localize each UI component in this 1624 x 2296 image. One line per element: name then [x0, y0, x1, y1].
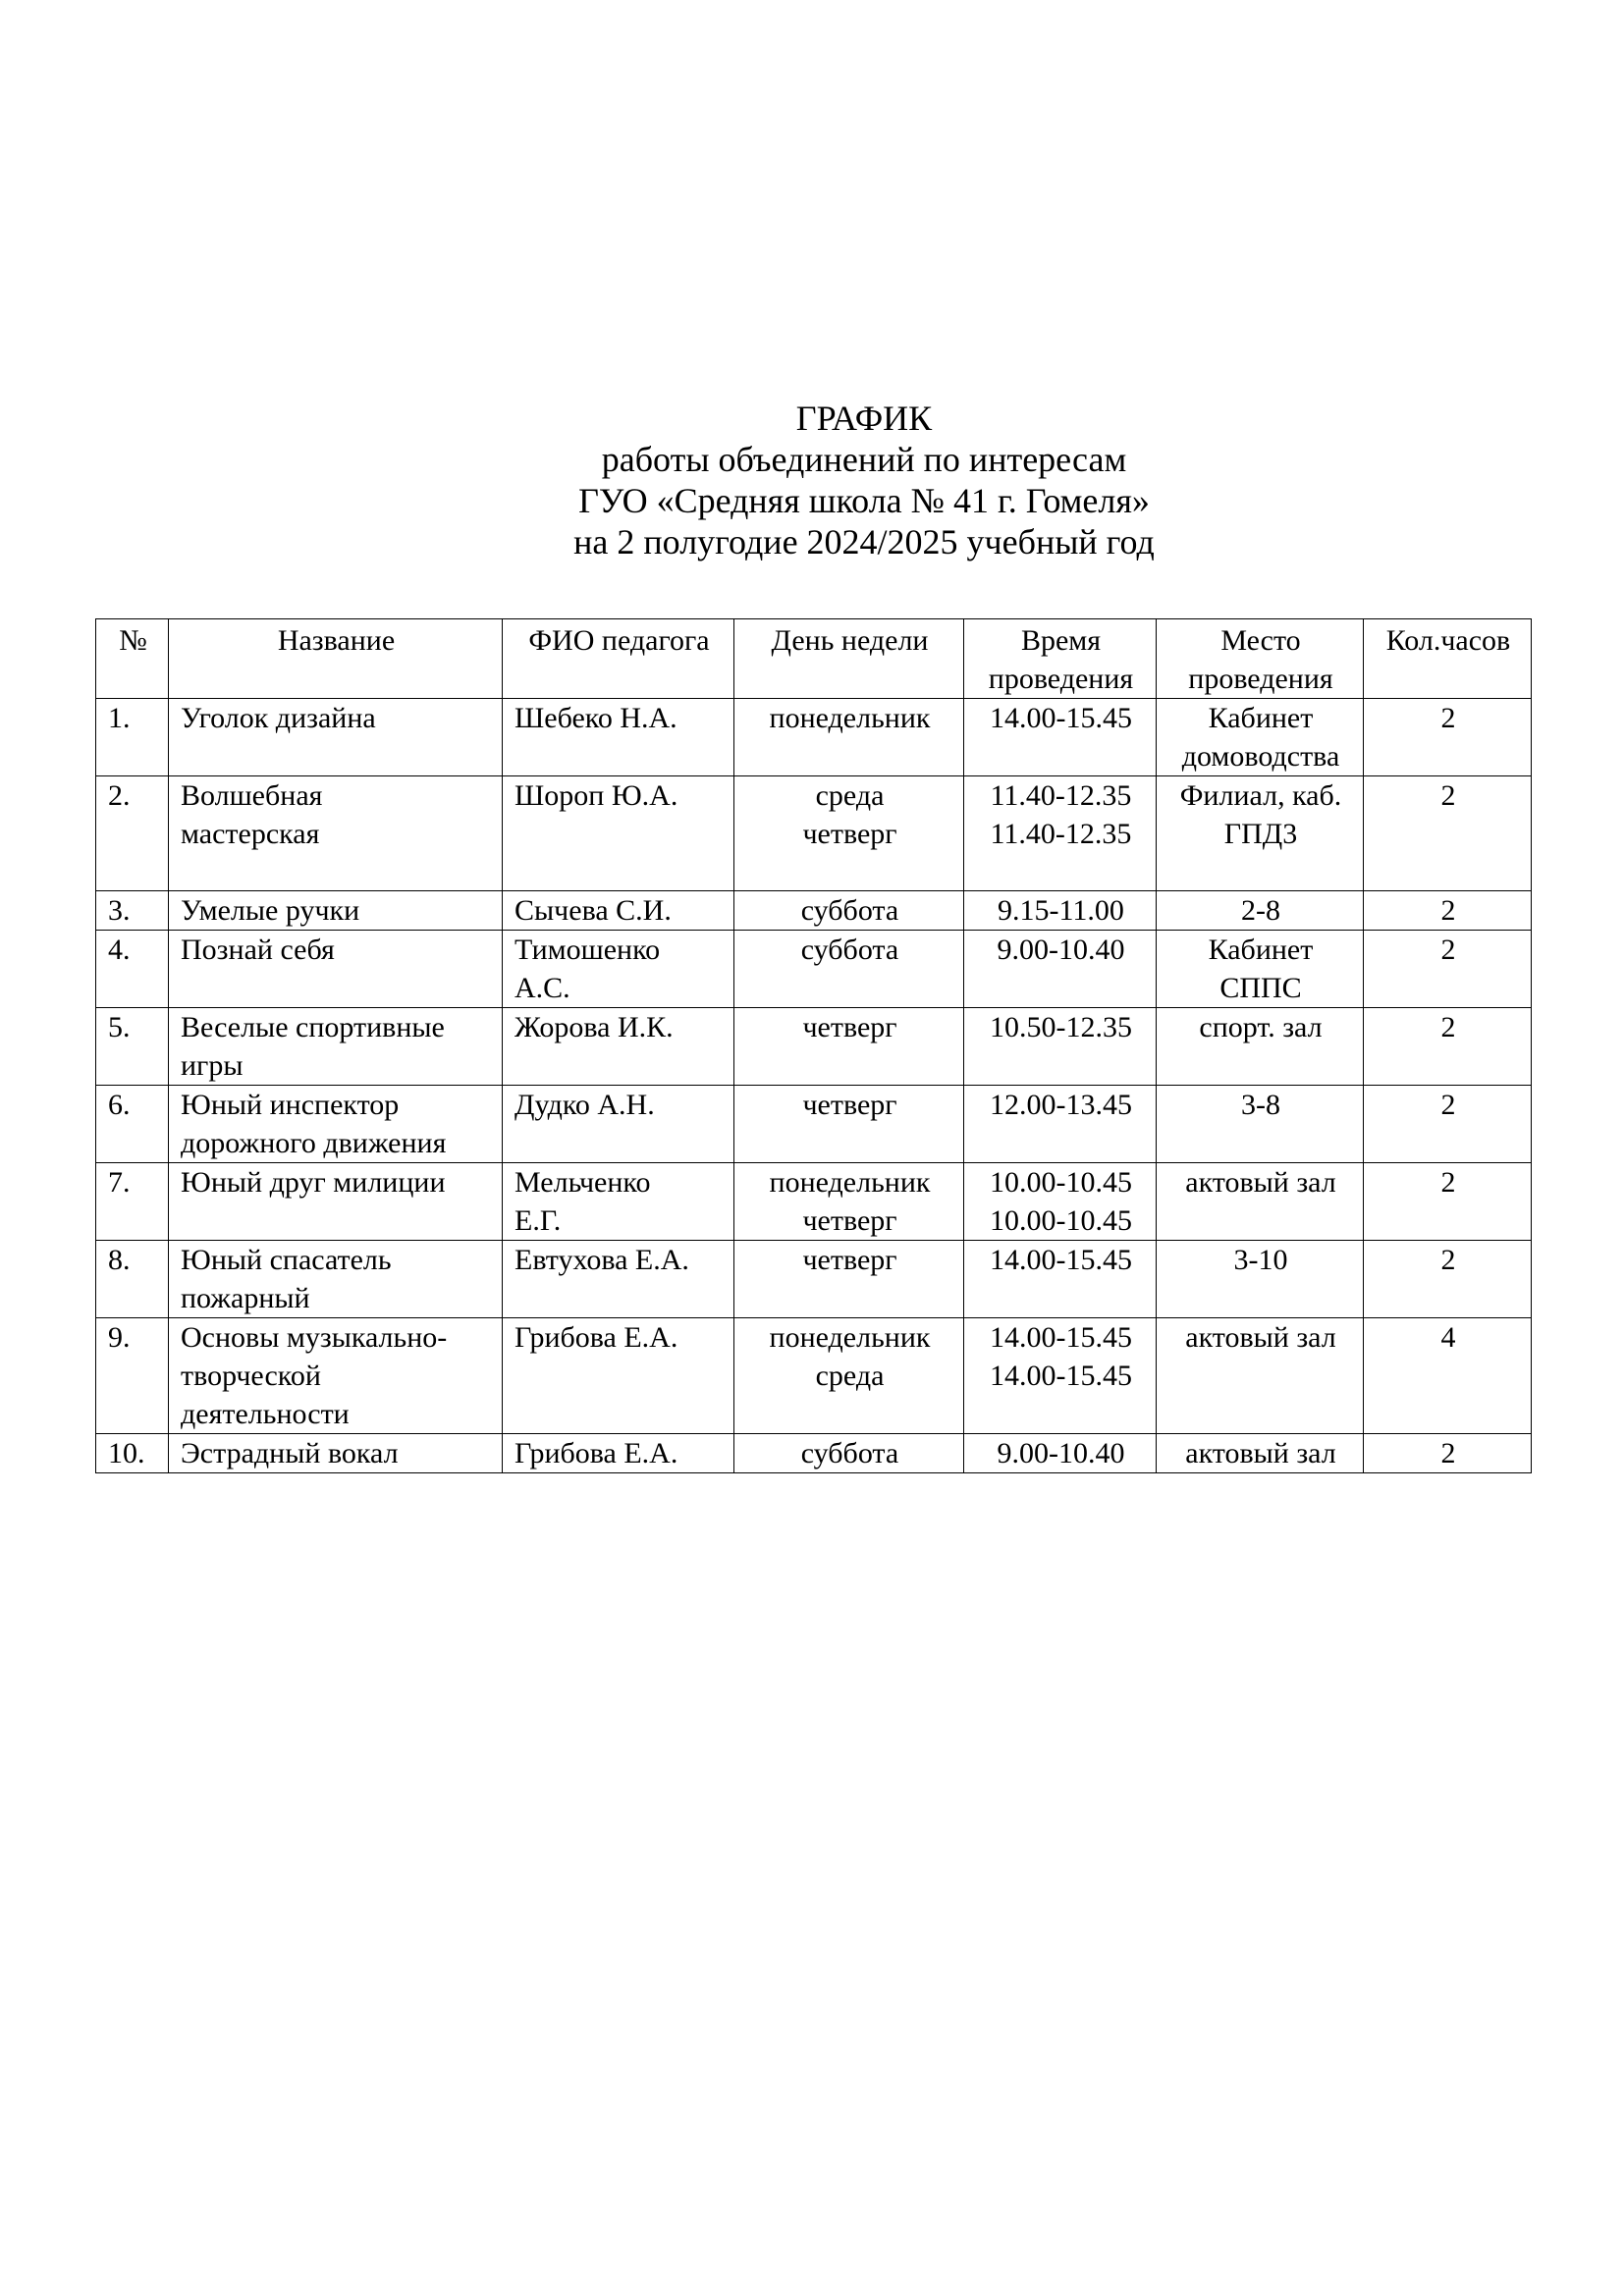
cell-num: 3.: [96, 891, 169, 931]
cell-num: 4.: [96, 931, 169, 1008]
cell-place: актовый зал: [1157, 1318, 1364, 1434]
cell-name: Умелые ручки: [169, 891, 503, 931]
cell-teacher: Мельченко Е.Г.: [503, 1163, 734, 1241]
cell-num: 7.: [96, 1163, 169, 1241]
cell-teacher: Шебеко Н.А.: [503, 699, 734, 776]
table-row: [96, 1434, 1532, 1473]
header-hours: Кол.часов: [1364, 619, 1532, 699]
cell-teacher: Евтухова Е.А.: [503, 1241, 734, 1318]
cell-day: четверг: [734, 1241, 964, 1318]
document-title: [0, 398, 1624, 562]
cell-time: 14.00-15.45: [964, 1241, 1157, 1318]
cell-name: Юный друг милиции: [169, 1163, 503, 1241]
cell-num: 9.: [96, 1318, 169, 1434]
table-row: [96, 699, 1532, 776]
cell-place: Кабинет домоводства: [1157, 699, 1364, 776]
cell-hours: 2: [1364, 931, 1532, 1008]
table-row: [96, 1241, 1532, 1318]
cell-num: 2.: [96, 776, 169, 891]
cell-hours: 2: [1364, 1008, 1532, 1086]
cell-place: 3-8: [1157, 1086, 1364, 1163]
cell-num: 8.: [96, 1241, 169, 1318]
cell-hours: 2: [1364, 1163, 1532, 1241]
cell-name: Волшебная мастерская: [169, 776, 503, 891]
cell-day: суббота: [734, 1434, 964, 1473]
cell-num: 5.: [96, 1008, 169, 1086]
table-row: [96, 776, 1532, 891]
cell-place: 2-8: [1157, 891, 1364, 931]
schedule-table: [95, 618, 1532, 1473]
table-row: [96, 931, 1532, 1008]
cell-teacher: Грибова Е.А.: [503, 1318, 734, 1434]
title-line-4: на 2 полугодие 2024/2025 учебный год: [573, 522, 1155, 561]
header-place: Место проведения: [1157, 619, 1364, 699]
cell-hours: 4: [1364, 1318, 1532, 1434]
table-row: [96, 1008, 1532, 1086]
title-line-2: работы объединений по интересам: [601, 440, 1127, 479]
header-day: День недели: [734, 619, 964, 699]
cell-place: спорт. зал: [1157, 1008, 1364, 1086]
cell-name: Познай себя: [169, 931, 503, 1008]
cell-time: 10.50-12.35: [964, 1008, 1157, 1086]
header-num: №: [96, 619, 169, 699]
cell-name: Уголок дизайна: [169, 699, 503, 776]
header-name: Название: [169, 619, 503, 699]
cell-hours: 2: [1364, 1086, 1532, 1163]
cell-num: 1.: [96, 699, 169, 776]
cell-place: Кабинет СППС: [1157, 931, 1364, 1008]
cell-name: Юный спасатель пожарный: [169, 1241, 503, 1318]
cell-teacher: Дудко А.Н.: [503, 1086, 734, 1163]
table-row: [96, 1163, 1532, 1241]
cell-name: Юный инспектор дорожного движения: [169, 1086, 503, 1163]
title-line-1: ГРАФИК: [795, 399, 933, 438]
cell-place: актовый зал: [1157, 1163, 1364, 1241]
table-body: [96, 699, 1532, 1473]
cell-time: 9.00-10.40: [964, 931, 1157, 1008]
cell-time: 11.40-12.35 11.40-12.35: [964, 776, 1157, 891]
title-line-3: ГУО «Средняя школа № 41 г. Гомеля»: [578, 481, 1150, 520]
cell-teacher: Грибова Е.А.: [503, 1434, 734, 1473]
cell-day: четверг: [734, 1086, 964, 1163]
cell-hours: 2: [1364, 1241, 1532, 1318]
cell-num: 10.: [96, 1434, 169, 1473]
cell-time: 9.15-11.00: [964, 891, 1157, 931]
header-teacher: ФИО педагога: [503, 619, 734, 699]
cell-name: Основы музыкально- творческой деятельности: [169, 1318, 503, 1434]
cell-teacher: Шороп Ю.А.: [503, 776, 734, 891]
table-row: [96, 1318, 1532, 1434]
cell-day: четверг: [734, 1008, 964, 1086]
cell-hours: 2: [1364, 891, 1532, 931]
cell-day: суббота: [734, 891, 964, 931]
header-time: Время проведения: [964, 619, 1157, 699]
cell-day: понедельник четверг: [734, 1163, 964, 1241]
cell-time: 14.00-15.45: [964, 699, 1157, 776]
cell-day: суббота: [734, 931, 964, 1008]
cell-place: 3-10: [1157, 1241, 1364, 1318]
cell-teacher: Жорова И.К.: [503, 1008, 734, 1086]
cell-name: Эстрадный вокал: [169, 1434, 503, 1473]
cell-time: 14.00-15.45 14.00-15.45: [964, 1318, 1157, 1434]
table-header-row: [96, 619, 1532, 699]
cell-teacher: Сычева С.И.: [503, 891, 734, 931]
cell-name: Веселые спортивные игры: [169, 1008, 503, 1086]
cell-day: понедельник среда: [734, 1318, 964, 1434]
cell-time: 9.00-10.40: [964, 1434, 1157, 1473]
table-row: [96, 1086, 1532, 1163]
cell-hours: 2: [1364, 776, 1532, 891]
cell-place: актовый зал: [1157, 1434, 1364, 1473]
cell-day: понедельник: [734, 699, 964, 776]
cell-day: среда четверг: [734, 776, 964, 891]
cell-hours: 2: [1364, 1434, 1532, 1473]
cell-num: 6.: [96, 1086, 169, 1163]
cell-time: 12.00-13.45: [964, 1086, 1157, 1163]
cell-teacher: Тимошенко А.С.: [503, 931, 734, 1008]
table-row: [96, 891, 1532, 931]
cell-hours: 2: [1364, 699, 1532, 776]
cell-place: Филиал, каб. ГПД3: [1157, 776, 1364, 891]
cell-time: 10.00-10.45 10.00-10.45: [964, 1163, 1157, 1241]
